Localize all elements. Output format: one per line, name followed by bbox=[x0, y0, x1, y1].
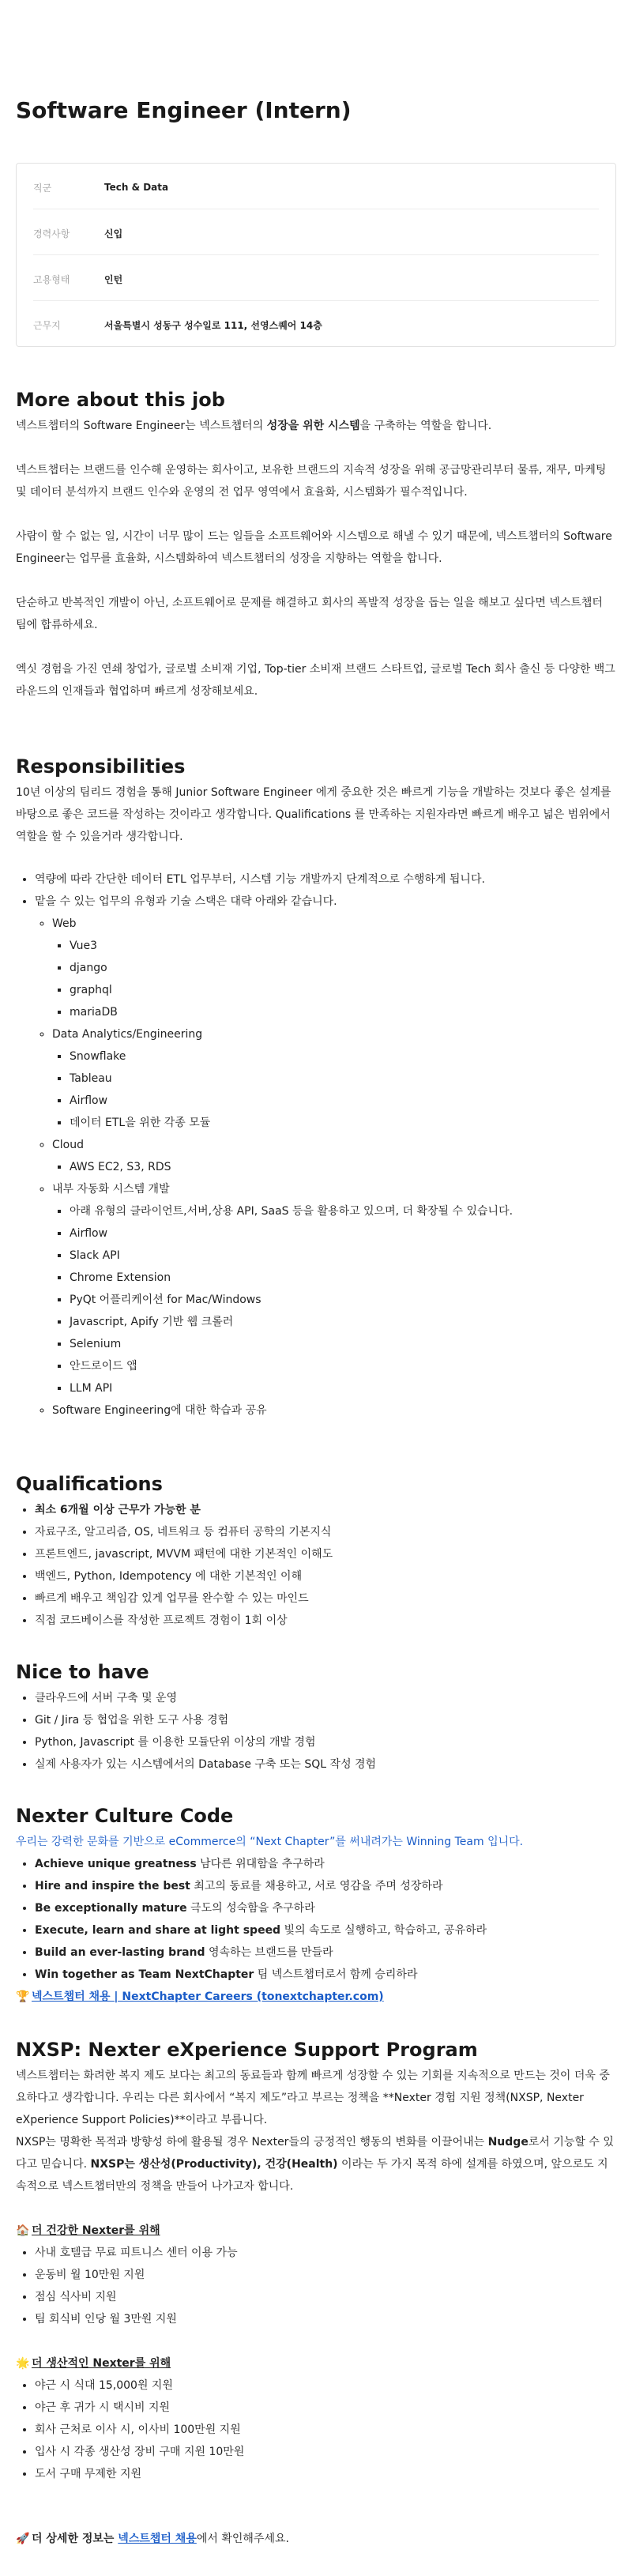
about-heading: More about this job bbox=[16, 389, 225, 411]
text: Be exceptionally mature bbox=[35, 1902, 187, 1915]
web-list bbox=[52, 935, 616, 1023]
text: 빛의 속도로 실행하고, 학습하고, 공유하라 bbox=[280, 1924, 487, 1937]
list-item: • 프론트엔드, javascript, MVVM 패턴에 대한 기본적인 이해도 bbox=[35, 1543, 616, 1565]
text: 남다른 위대함을 추구하라 bbox=[196, 1858, 325, 1870]
list-item: ▪ 데이터 ETL을 위한 각종 모듈 bbox=[70, 1112, 616, 1134]
list-item bbox=[52, 913, 616, 1023]
list-item: ▪ Airflow bbox=[70, 1222, 616, 1245]
nxsp-paragraph: 넥스트챕터는 화려한 복지 제도 보다는 최고의 동료들과 함께 빠르게 성장할 수 있는 기회를 지속적으로 만드는 것이 더욱 중요하다고 생각합니다. 우리는 다른 회사에서 “복지 제도”라고 부르는 정책을 **Nexter 경험 지원 정책(NXSP, Nexter eXperience Support Policies)**이라고 부릅니다. bbox=[16, 2069, 610, 2126]
info-row-location bbox=[33, 303, 599, 346]
list-item: • 자료구조, 알고리즘, OS, 네트워크 등 컴퓨터 공학의 기본지식 bbox=[35, 1521, 616, 1543]
job-info-box bbox=[16, 163, 616, 347]
list-item bbox=[35, 1499, 616, 1521]
list-item: • Git / Jira 등 협업을 위한 도구 사용 경험 bbox=[35, 1709, 616, 1731]
nxsp-paragraph bbox=[16, 2131, 616, 2198]
careers-link-line bbox=[16, 1986, 616, 2008]
page-title: Software Engineer (Intern) bbox=[16, 97, 352, 123]
text: 로서 기능할 수 있다고 믿습니다. bbox=[16, 2136, 614, 2171]
list-item: • 역량에 따라 간단한 데이터 ETL 업무부터, 시스템 기능 개발까지 단계적으로 수행하게 됩니다. bbox=[35, 868, 616, 891]
text: 이라는 두 가지 목적 하에 설계를 하였으며, 앞으로도 지속적으로 넥스트챕터만의 정책을 만들어 나가고자 합니다. bbox=[16, 2158, 608, 2193]
info-label: 고용형태 bbox=[33, 273, 70, 285]
text: 더 상세한 정보는 bbox=[32, 2533, 118, 2545]
list-item: ▪ Snowflake bbox=[70, 1045, 616, 1068]
list-item: • Python, Javascript 를 이용한 모듈단위 이상의 개발 경험 bbox=[35, 1731, 616, 1753]
about-paragraph: 사람이 할 수 없는 일, 시간이 너무 많이 드는 일들을 소프트웨어와 시스템으로 해낼 수 있기 때문에, 넥스트챕터의 Software Engineer는 업무를 효율화, 시스템화하여 넥스트챕터의 성장을 지향하는 역할을 합니다. bbox=[16, 530, 612, 565]
info-value: 신입 bbox=[104, 228, 123, 239]
list-item: • 빠르게 배우고 책임감 있게 업무를 완수할 수 있는 마인드 bbox=[35, 1587, 616, 1610]
list-item: ▪ Selenium bbox=[70, 1333, 616, 1355]
about-paragraph: 엑싯 경험을 가진 연쇄 창업가, 글로벌 소비재 기업, Top-tier 소비재 브랜드 스타트업, 글로벌 Tech 회사 출신 등 다양한 백그라운드의 인재들과 협업하며 빠르게 성장해보세요. bbox=[16, 663, 615, 698]
list-item: ▪ AWS EC2, S3, RDS bbox=[70, 1156, 616, 1178]
list-item: ▪ mariaDB bbox=[70, 1001, 616, 1023]
list-item: • 실제 사용자가 있는 시스템에서의 Database 구축 또는 SQL 작성 경험 bbox=[35, 1753, 616, 1776]
text: Data Analytics/Engineering bbox=[52, 1028, 203, 1041]
culture-intro: 우리는 강력한 문화를 기반으로 eCommerce의 “Next Chapter”를 써내려가는 Winning Team 입니다. bbox=[16, 1836, 524, 1848]
text: 최소 6개월 이상 근무가 가능한 분 bbox=[35, 1504, 201, 1516]
text: 최고의 동료를 채용하고, 서로 영감을 주며 성장하라 bbox=[190, 1880, 443, 1892]
careers-footer-link[interactable]: 넥스트챕터 채용 bbox=[118, 2533, 197, 2545]
text: 더 건강한 Nexter를 위해 bbox=[32, 2224, 160, 2237]
text: 을 구축하는 역할을 합니다. bbox=[359, 420, 492, 432]
nice-to-have-list bbox=[16, 1687, 616, 1776]
text: Build an ever-lasting brand bbox=[35, 1946, 205, 1959]
emphasis: Nudge bbox=[487, 2136, 529, 2149]
list-item: ▪ Chrome Extension bbox=[70, 1267, 616, 1289]
productivity-subheading bbox=[16, 2352, 616, 2375]
about-paragraph: 넥스트챕터는 브랜드를 인수해 운영하는 회사이고, 보유한 브랜드의 지속적 성장을 위해 공급망관리부터 물류, 재무, 마케팅 및 데이터 분석까지 브랜드 인수와 운영의 전 업무 영역에서 효율화, 시스템화가 필수적입니다. bbox=[16, 464, 607, 499]
qualifications-heading: Qualifications bbox=[16, 1473, 163, 1495]
health-subheading bbox=[16, 2220, 616, 2242]
text: Achieve unique greatness bbox=[35, 1858, 197, 1870]
list-item: ▪ Slack API bbox=[70, 1245, 616, 1267]
qualifications-list bbox=[16, 1499, 616, 1632]
text: 내부 자동화 시스템 개발 bbox=[52, 1183, 170, 1196]
info-value: 인턴 bbox=[104, 273, 123, 285]
text: NXSP는 명확한 목적과 방향성 하에 활용될 경우 Nexter들의 긍정적인 행동의 변화를 이끌어내는 bbox=[16, 2136, 488, 2149]
list-item bbox=[35, 1897, 616, 1919]
footer-line bbox=[16, 2528, 616, 2550]
list-item bbox=[35, 1853, 616, 1875]
productivity-list bbox=[16, 2375, 616, 2485]
trophy-icon: 🏆 bbox=[16, 1990, 30, 2003]
list-item: • 도서 구매 무제한 지원 bbox=[35, 2463, 616, 2485]
info-row-category bbox=[33, 166, 599, 209]
info-row-employment-type bbox=[33, 258, 599, 301]
list-item: • 회사 근처로 이사 시, 이사비 100만원 지원 bbox=[35, 2419, 616, 2441]
list-item: ▪ PyQt 어플리케이션 for Mac/Windows bbox=[70, 1289, 616, 1311]
list-item bbox=[35, 1941, 616, 1964]
house-icon: 🏠 bbox=[16, 2224, 30, 2237]
careers-link[interactable]: 넥스트챕터 채용 | NextChapter Careers (tonextchapter.com) bbox=[32, 1990, 384, 2003]
text: 영속하는 브랜드를 만들라 bbox=[205, 1946, 333, 1959]
about-section bbox=[16, 388, 616, 702]
text: Execute, learn and share at light speed bbox=[35, 1924, 281, 1937]
text: Web bbox=[52, 917, 77, 930]
qualifications-section bbox=[16, 1472, 616, 1632]
text: 팀 넥스트챕터로서 함께 승리하라 bbox=[254, 1968, 418, 1981]
list-item: • 팀 회식비 인당 월 3만원 지원 bbox=[35, 2308, 616, 2330]
info-value: 서울특별시 성동구 성수일로 111, 선영스퀘어 14층 bbox=[104, 319, 322, 331]
list-item: • 점심 식사비 지원 bbox=[35, 2286, 616, 2308]
list-item: • 운동비 월 10만원 지원 bbox=[35, 2264, 616, 2286]
emphasis: 성장을 위한 시스템 bbox=[266, 420, 360, 432]
list-item bbox=[35, 1964, 616, 1986]
text: 극도의 성숙함을 추구하라 bbox=[186, 1902, 315, 1915]
list-item: ▪ graphql bbox=[70, 979, 616, 1001]
list-item: • 야근 후 귀가 시 택시비 지원 bbox=[35, 2397, 616, 2419]
data-list bbox=[52, 1045, 616, 1134]
list-item bbox=[35, 891, 616, 1422]
text: Win together as Team NextChapter bbox=[35, 1968, 254, 1981]
list-item bbox=[52, 1134, 616, 1178]
responsibilities-section bbox=[16, 755, 616, 1422]
info-label: 근무지 bbox=[33, 319, 61, 331]
nxsp-heading: NXSP: Nexter eXperience Support Program bbox=[16, 2039, 478, 2061]
list-item: • 사내 호텔급 무료 피트니스 센터 이용 가능 bbox=[35, 2242, 616, 2264]
nice-to-have-section bbox=[16, 1660, 616, 1776]
rocket-icon: 🚀 bbox=[16, 2533, 30, 2545]
culture-heading: Nexter Culture Code bbox=[16, 1805, 234, 1827]
nice-to-have-heading: Nice to have bbox=[16, 1661, 149, 1683]
list-item bbox=[35, 1875, 616, 1897]
info-value: Tech & Data bbox=[104, 182, 169, 193]
culture-section bbox=[16, 1804, 616, 2008]
list-item bbox=[52, 1178, 616, 1399]
list-item: ▪ Vue3 bbox=[70, 935, 616, 957]
info-label: 직군 bbox=[33, 182, 52, 194]
list-item bbox=[52, 1023, 616, 1134]
culture-list bbox=[16, 1853, 616, 1986]
list-item bbox=[35, 1919, 616, 1941]
list-item: ▪ 아래 유형의 클라이언트,서버,상용 API, SaaS 등을 활용하고 있으며, 더 확장될 수 있습니다. bbox=[70, 1200, 616, 1222]
health-list bbox=[16, 2242, 616, 2330]
list-item: ▪ LLM API bbox=[70, 1377, 616, 1399]
info-label: 경력사항 bbox=[33, 228, 70, 239]
responsibilities-list bbox=[16, 868, 616, 1422]
responsibilities-intro: 10년 이상의 팀리드 경험을 통해 Junior Software Engineer 에게 중요한 것은 빠르게 기능을 개발하는 것보다 좋은 설계를 바탕으로 좋은 코드를 작성하는 것이라고 생각합니다. Qualifications 를 만족하는 지원자라면 빠르게 배우고 넓은 범위에서 역할을 할 수 있을거라 생각합니다. bbox=[16, 786, 611, 843]
list-item: ◦ Software Engineering에 대한 학습과 공유 bbox=[52, 1399, 616, 1422]
list-item: ▪ Tableau bbox=[70, 1068, 616, 1090]
text: 맡을 수 있는 업무의 유형과 기술 스택은 대략 아래와 같습니다. bbox=[35, 895, 337, 908]
text: 넥스트챕터의 Software Engineer는 넥스트챕터의 bbox=[16, 420, 267, 432]
star-icon: 🌟 bbox=[16, 2357, 30, 2370]
nxsp-section bbox=[16, 2038, 616, 2550]
list-item: ▪ 안드로이드 앱 bbox=[70, 1355, 616, 1377]
list-item: • 입사 시 각종 생산성 장비 구매 지원 10만원 bbox=[35, 2441, 616, 2463]
about-paragraph bbox=[16, 415, 616, 437]
list-item: ▪ Javascript, Apify 기반 웹 크롤러 bbox=[70, 1311, 616, 1333]
stack-list bbox=[35, 913, 616, 1422]
responsibilities-heading: Responsibilities bbox=[16, 755, 186, 778]
text: Cloud bbox=[52, 1139, 84, 1151]
list-item: ▪ Airflow bbox=[70, 1090, 616, 1112]
text: Hire and inspire the best bbox=[35, 1880, 190, 1892]
text: 에서 확인해주세요. bbox=[196, 2533, 289, 2545]
list-item: • 백엔드, Python, Idempotency 에 대한 기본적인 이해 bbox=[35, 1565, 616, 1587]
text: 더 생산적인 Nexter를 위해 bbox=[32, 2357, 171, 2370]
list-item: • 직접 코드베이스를 작성한 프로젝트 경험이 1회 이상 bbox=[35, 1610, 616, 1632]
automation-list bbox=[52, 1200, 616, 1399]
cloud-list bbox=[52, 1156, 616, 1178]
emphasis: NXSP는 생산성(Productivity), 건강(Health) bbox=[90, 2158, 338, 2171]
list-item: • 클라우드에 서버 구축 및 운영 bbox=[35, 1687, 616, 1709]
info-row-experience bbox=[33, 212, 599, 255]
about-paragraph: 단순하고 반복적인 개발이 아닌, 소프트웨어로 문제를 해결하고 회사의 폭발적 성장을 돕는 일을 해보고 싶다면 넥스트챕터 팀에 합류하세요. bbox=[16, 597, 603, 631]
list-item: • 야근 시 식대 15,000원 지원 bbox=[35, 2375, 616, 2397]
list-item: ▪ django bbox=[70, 957, 616, 979]
